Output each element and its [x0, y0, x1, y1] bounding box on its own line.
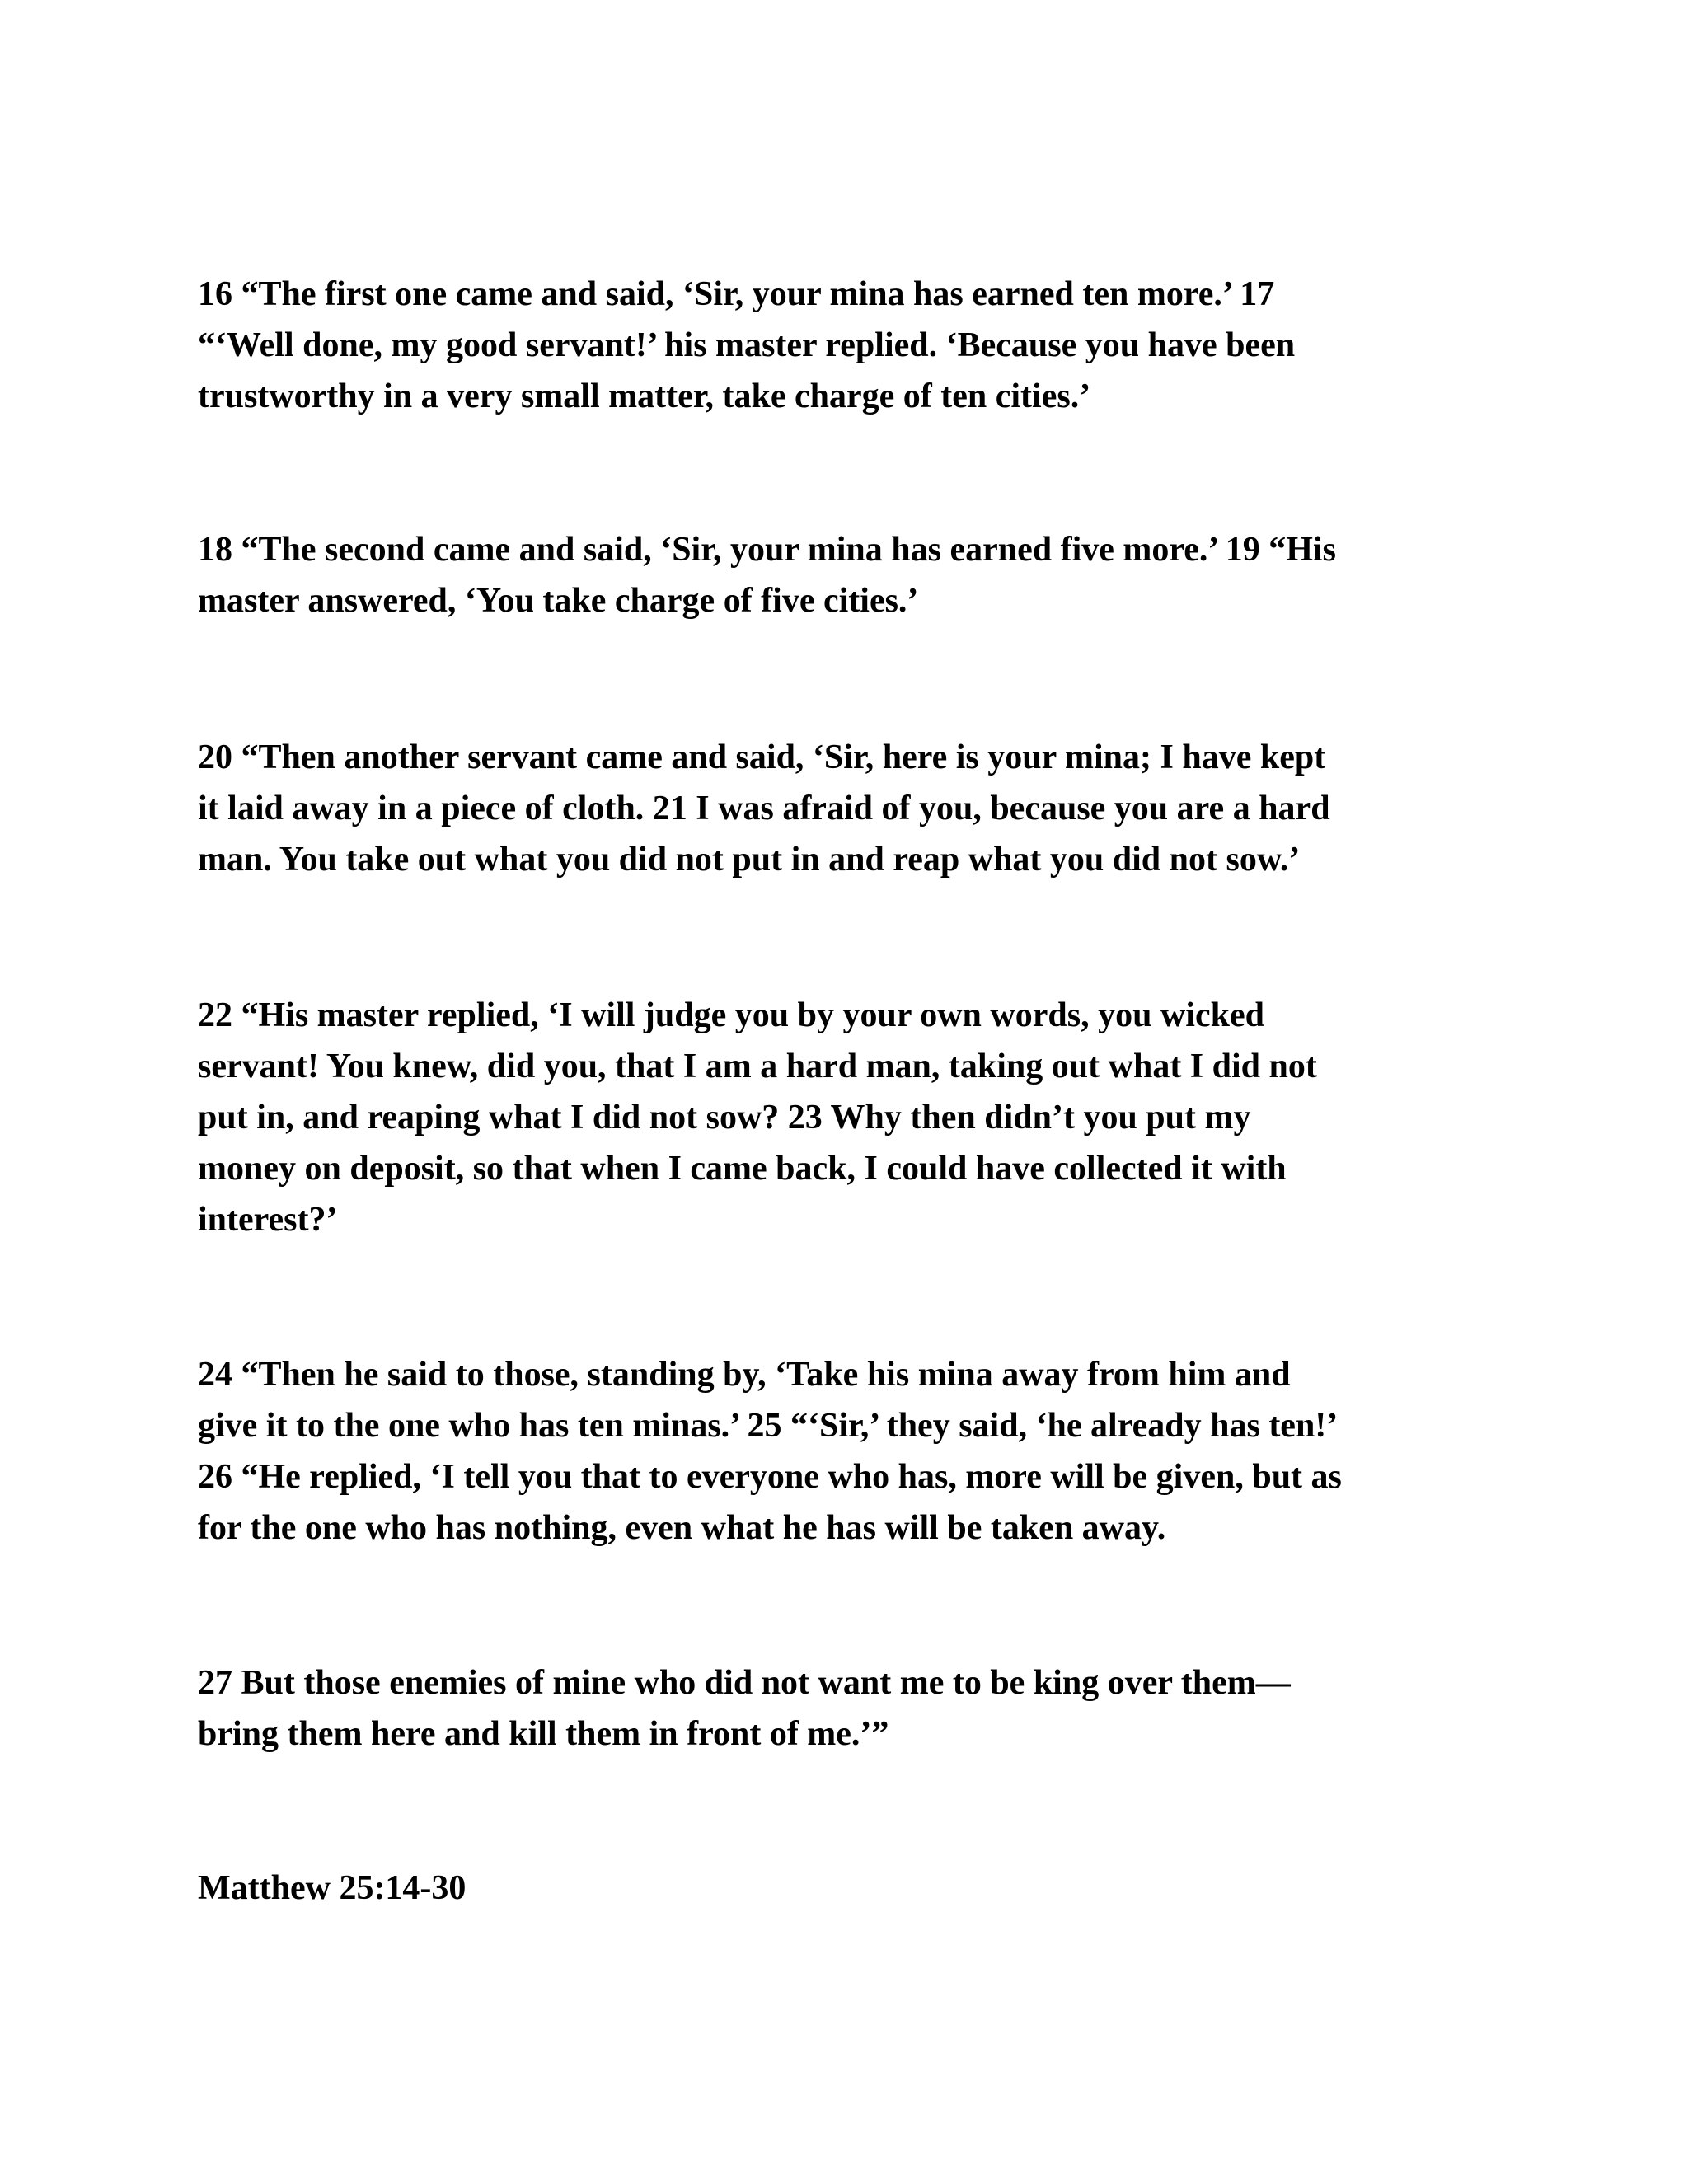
text-line: money on deposit, so that when I came back, I could have collected it with	[198, 1150, 1287, 1188]
text-line: servant! You knew, did you, that I am a hard man, taking out what I did not	[198, 1047, 1317, 1085]
text-line: interest?’	[198, 1201, 338, 1239]
text-line: “‘Well done, my good servant!’ his master replied. ‘Because you have been	[198, 326, 1296, 364]
text-line: bring them here and kill them in front of me.’”	[198, 1715, 889, 1753]
text-line: it laid away in a piece of cloth. 21 I was afraid of you, because you are a hard	[198, 790, 1330, 827]
text-line: for the one who has nothing, even what he has will be taken away.	[198, 1509, 1166, 1547]
paragraph-verses-16-17	[198, 269, 1500, 422]
paragraph-verses-24-26	[198, 1349, 1500, 1554]
text-line: master answered, ‘You take charge of five cities.’	[198, 582, 919, 620]
text-line: 26 “He replied, ‘I tell you that to everyone who has, more will be given, but as	[198, 1458, 1342, 1496]
paragraph-verses-20-21	[198, 732, 1500, 885]
paragraph-verse-27	[198, 1657, 1500, 1760]
text-line: 20 “Then another servant came and said, ‘Sir, here is your mina; I have kept	[198, 738, 1326, 776]
scripture-reference	[198, 1863, 1500, 1914]
text-line: 27 But those enemies of mine who did not want me to be king over them—	[198, 1664, 1291, 1702]
text-line: 24 “Then he said to those, standing by, ‘Take his mina away from him and	[198, 1356, 1291, 1394]
text-line: 22 “His master replied, ‘I will judge you by your own words, you wicked	[198, 996, 1264, 1034]
text-line: man. You take out what you did not put in and reap what you did not sow.’	[198, 841, 1301, 879]
paragraph-verses-22-23	[198, 990, 1500, 1245]
text-line: 16 “The first one came and said, ‘Sir, your mina has earned ten more.’ 17	[198, 275, 1275, 313]
text-line: 18 “The second came and said, ‘Sir, your mina has earned five more.’ 19 “His	[198, 531, 1336, 569]
paragraph-verses-18-19	[198, 524, 1500, 626]
text-line: put in, and reaping what I did not sow? 23 Why then didn’t you put my	[198, 1099, 1251, 1137]
reference-text: Matthew 25:14-30	[198, 1869, 467, 1907]
text-line: give it to the one who has ten minas.’ 25 “‘Sir,’ they said, ‘he already has ten!’	[198, 1407, 1339, 1445]
text-line: trustworthy in a very small matter, take charge of ten cities.’	[198, 377, 1091, 415]
